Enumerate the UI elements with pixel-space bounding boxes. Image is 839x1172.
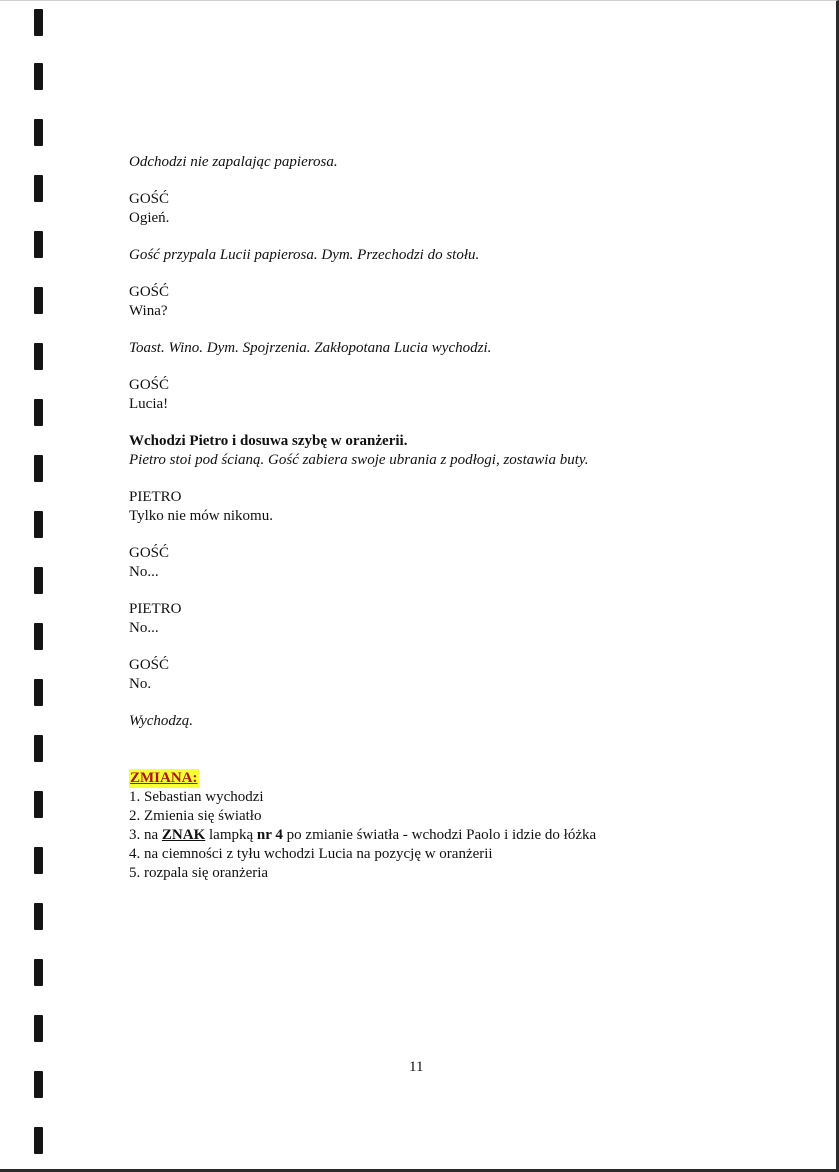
dialogue-block (129, 544, 769, 582)
change-list-item (129, 826, 769, 845)
speaker-name: PIETRO (129, 601, 182, 617)
change-list (129, 788, 769, 883)
item-number-text: 3. na (129, 827, 162, 843)
change-list-item: 4. na ciemności z tyłu wchodzi Lucia na pozycję w oranżerii (129, 846, 493, 862)
dialogue-line: Tylko nie mów nikomu. (129, 508, 273, 524)
stage-direction: Gość przypala Lucii papierosa. Dym. Przechodzi do stołu. (129, 247, 480, 263)
binding-hole (34, 231, 43, 258)
change-list-item: 5. rozpala się oranżeria (129, 865, 269, 881)
dialogue-block (129, 656, 769, 694)
dialogue-line: Ogień. (129, 210, 170, 226)
binding-hole (34, 399, 43, 426)
binding-hole (34, 1127, 43, 1154)
speaker-name: GOŚĆ (129, 284, 170, 300)
change-title-highlight: ZMIANA: (130, 770, 198, 786)
stage-direction: Pietro stoi pod ścianą. Gość zabiera swoje ubrania z podłogi, zostawia buty. (129, 452, 589, 468)
binding-hole (34, 119, 43, 146)
dialogue-block (129, 488, 769, 526)
binding-hole (34, 343, 43, 370)
change-list-item: 2. Zmienia się światło (129, 808, 262, 824)
dialogue-block (129, 600, 769, 638)
binding-hole (34, 791, 43, 818)
stage-direction: Toast. Wino. Dym. Spojrzenia. Zakłopotana Lucia wychodzi. (129, 340, 492, 356)
page-number: 11 (409, 1059, 424, 1075)
binding-hole (34, 287, 43, 314)
binding-hole (34, 959, 43, 986)
binding-hole (34, 63, 43, 90)
binding-hole (34, 847, 43, 874)
binding-hole (34, 679, 43, 706)
change-list-item: 1. Sebastian wychodzi (129, 789, 264, 805)
dialogue-line: No... (129, 564, 159, 580)
binding-hole (34, 735, 43, 762)
dialogue-block (129, 283, 769, 321)
script-body (129, 153, 769, 749)
item-text: lampką (205, 827, 257, 843)
sign-keyword: ZNAK (161, 827, 206, 843)
dialogue-line: Lucia! (129, 396, 169, 412)
binding-hole (34, 567, 43, 594)
lamp-number: nr 4 (256, 827, 283, 843)
speaker-name: GOŚĆ (129, 191, 170, 207)
action-heading: Wchodzi Pietro i dosuwa szybę w oranżerii. (129, 433, 408, 449)
binding-hole (34, 1015, 43, 1042)
speaker-name: GOŚĆ (129, 657, 170, 673)
item-text: po zmianie światła - wchodzi Paolo i idzie do łóżka (282, 827, 597, 843)
stage-direction: Odchodzi nie zapalając papierosa. (129, 154, 338, 170)
dialogue-line: No. (129, 676, 152, 692)
change-section (129, 769, 769, 883)
binding-hole (34, 455, 43, 482)
dialogue-block (129, 190, 769, 228)
binding-hole (34, 9, 43, 36)
binding-hole (34, 903, 43, 930)
speaker-name: GOŚĆ (129, 377, 170, 393)
dialogue-line: No... (129, 620, 159, 636)
stage-direction: Wychodzą. (129, 713, 194, 729)
speaker-name: GOŚĆ (129, 545, 170, 561)
dialogue-block (129, 376, 769, 414)
action-block (129, 432, 769, 470)
binding-hole (34, 511, 43, 538)
dialogue-line: Wina? (129, 303, 168, 319)
binding-hole (34, 175, 43, 202)
speaker-name: PIETRO (129, 489, 182, 505)
binding-hole (34, 1071, 43, 1098)
binding-hole (34, 623, 43, 650)
